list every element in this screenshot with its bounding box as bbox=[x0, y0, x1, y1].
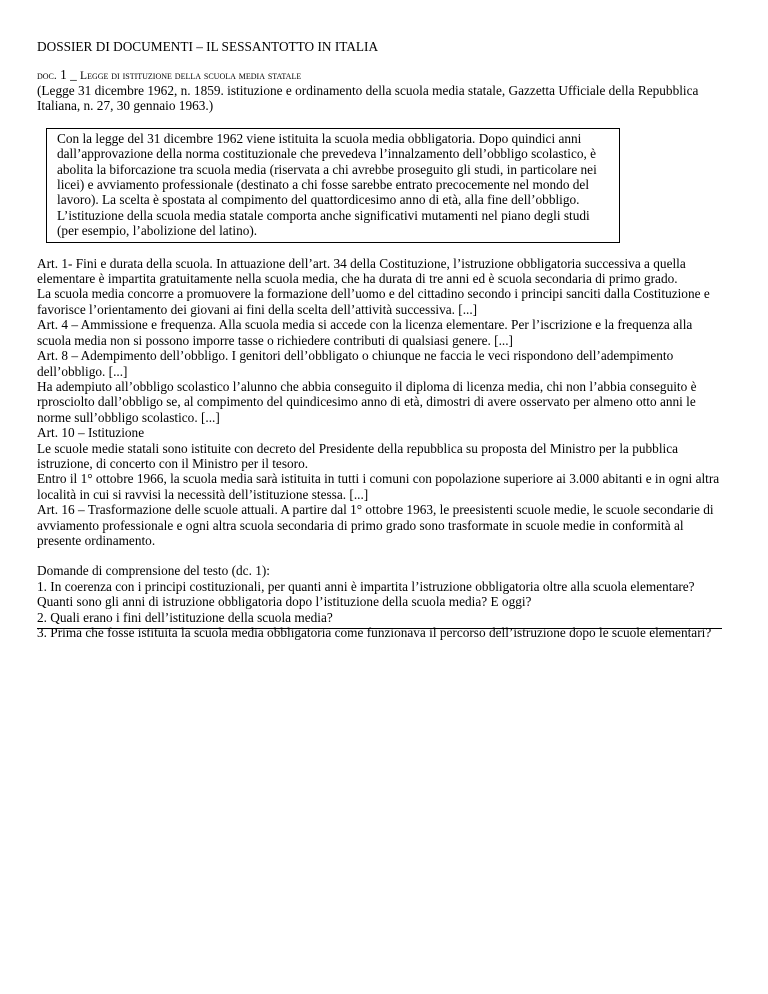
article-paragraph: La scuola media concorre a promuovere la formazione dell’uomo e del cittadino secondo i principi sanciti dalla Costituzione e favorisce l’orientamento dei giovani ai fini della scelta dell’attività successiva. [...] bbox=[37, 286, 710, 317]
article-paragraph: Art. 4 – Ammissione e frequenza. Alla scuola media si accede con la licenza elementare. Per l’iscrizione e la frequenza alla scuola media non si possono imporre tasse o richiedere contributi di qualsiasi genere. [...] bbox=[37, 317, 693, 348]
document-page bbox=[37, 39, 727, 640]
bottom-divider bbox=[37, 628, 722, 629]
intro-box bbox=[46, 128, 620, 243]
article-paragraph: Art. 8 – Adempimento dell’obbligo. I genitori dell’obbligato o chiunque ne faccia le veci rispondono dell’adempimento dell’obbligo. [...] bbox=[37, 348, 674, 379]
article-paragraph: Art. 16 – Trasformazione delle scuole attuali. A partire dal 1° ottobre 1963, le preesistenti scuole medie, le scuole secondarie di avviamento professionale e ogni altra scuola secondaria di primo grado sono trasformate in scuole medie in conformità al presente ordinamento. bbox=[37, 502, 714, 548]
doc-title: Legge di istituzione della scuola media statale bbox=[80, 70, 302, 82]
question-item: 3. Prima che fosse istituita la scuola media obbligatoria come funzionava il percorso dell’istruzione dopo le scuole elementari? bbox=[37, 625, 712, 640]
section-spacer bbox=[37, 548, 727, 563]
article-paragraph: Ha adempiuto all’obbligo scolastico l’alunno che abbia conseguito il diploma di licenza media, chi non l’abbia conseguito è rprosciolto dall’obbligo se, al compimento del quindicesimo anno di età, dimostri di avere osservato per almeno otto anni le norme sull’obbligo scolastico. [...] bbox=[37, 378, 697, 425]
intro-box-text: Con la legge del 31 dicembre 1962 viene istituita la scuola media obbligatoria. Dopo quindici anni dall’approvazione della norma costituzionale che prevedeva l’innalzamento dell’obbligo scolastico, è abolita la biforcazione tra scuola media (riservata a chi avrebbe proseguito gli studi, in particolare nei licei) e avviamento professionale (destinato a chi fosse sarebbe entrato precocemente nel mondo del lavoro). La scelta è spostata al compimento del quattordicesimo anno di età, alla fine dell’obbligo. L’istituzione della scuola media statale comporta anche significativi mutamenti nel piano degli studi (per esempio, l’abolizione del latino). bbox=[57, 130, 597, 239]
article-paragraph: Art. 10 – Istituzione bbox=[37, 425, 145, 441]
dossier-title: DOSSIER DI DOCUMENTI – IL SESSANTOTTO IN ITALIA bbox=[37, 39, 379, 54]
article-paragraph: Entro il 1° ottobre 1966, la scuola media sarà istituita in tutti i comuni con popolazione superiore ai 3.000 abitanti e in ogni altra località in cui si ravvisi la necessità dell’istituzione stessa. [...] bbox=[37, 471, 720, 502]
document-citation: (Legge 31 dicembre 1962, n. 1859. istituzione e ordinamento della scuola media statale, Gazzetta Ufficiale della Repubblica Italiana, n. 27, 30 gennaio 1963.) bbox=[37, 83, 699, 114]
questions-heading: Domande di comprensione del testo (dc. 1): bbox=[37, 563, 271, 579]
law-articles bbox=[37, 256, 727, 549]
article-paragraph: Art. 1- Fini e durata della scuola. In attuazione dell’art. 34 della Costituzione, l’istruzione obbligatoria successiva a quella elementare è impartita gratuitamente nella scuola media, che ha durata di tre anni ed è scuola secondaria di primo grado. bbox=[37, 255, 686, 287]
question-item: 2. Quali erano i fini dell’istituzione della scuola media? bbox=[37, 609, 333, 625]
doc-number: 1 _ bbox=[56, 67, 81, 82]
document-heading bbox=[37, 68, 727, 83]
article-paragraph: Le scuole medie statali sono istituite con decreto del Presidente della repubblica su proposta del Ministro per la pubblica istruzione, di concerto con il Ministro per il tesoro. bbox=[37, 440, 679, 471]
question-item: 1. In coerenza con i principi costituzionali, per quanti anni è impartita l’istruzione obbligatoria oltre alla scuola elementare? Quanti sono gli anni di istruzione obbligatoria dopo l’istituzione della scuola media? E oggi? bbox=[37, 578, 695, 610]
doc-prefix: doc. bbox=[37, 70, 57, 82]
